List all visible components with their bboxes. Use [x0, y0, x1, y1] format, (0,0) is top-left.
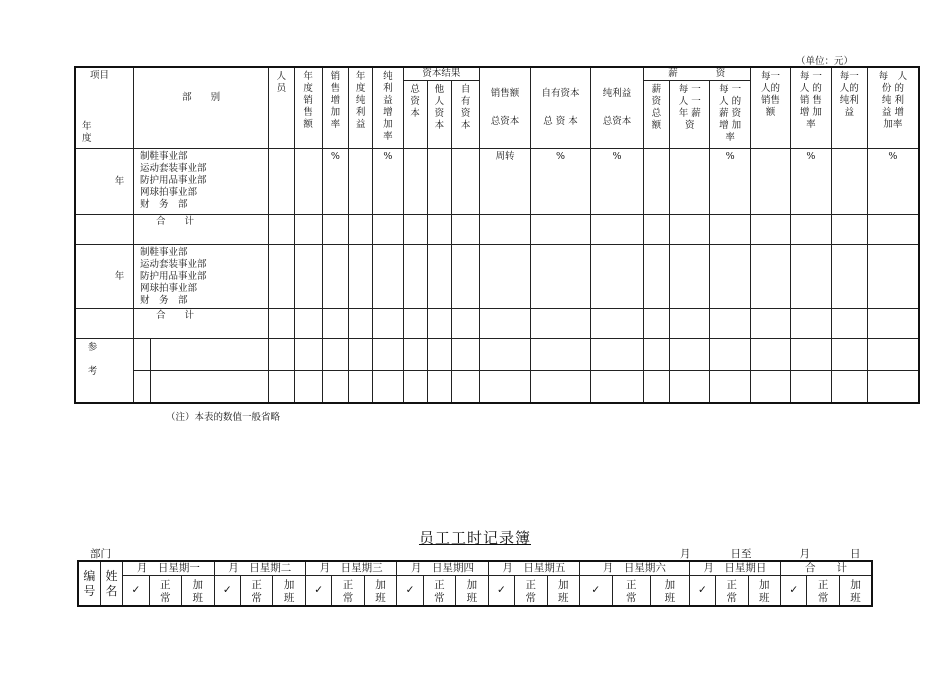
check-mark: ✓ — [214, 576, 240, 607]
ratio-bottom: 总资本 — [490, 116, 520, 127]
day-header-mon: 月 日星期一 — [123, 561, 214, 576]
unit-label: （单位：元） — [796, 56, 854, 67]
table-row — [75, 309, 919, 339]
turnover-mark: 周转 — [480, 149, 530, 215]
pct-mark: % — [373, 149, 403, 215]
pct-mark: % — [322, 149, 348, 215]
date-day-from: 日至 — [730, 548, 752, 560]
normal-header: 正 常 — [423, 576, 455, 607]
normal-header: 正 常 — [716, 576, 748, 607]
day-header-wed: 月 日星期三 — [305, 561, 396, 576]
check-mark: ✓ — [580, 576, 612, 607]
table-row — [75, 215, 919, 245]
total-label: 合 计 — [134, 215, 269, 245]
pct-mark: % — [591, 149, 643, 215]
table-row — [75, 245, 919, 309]
ratio-bottom: 总 资 本 — [543, 116, 578, 127]
col-profit-capital — [591, 67, 643, 149]
table-note: （注）本表的数值一般省略 — [166, 412, 281, 423]
col-sales-growth: 销 售 增 加 率 — [322, 67, 348, 149]
salary-group-header: 薪 资 — [643, 67, 750, 81]
name-header: 姓 名 — [100, 561, 122, 606]
ratio-top: 销售额 — [490, 88, 520, 99]
overtime-header: 加 班 — [748, 576, 781, 607]
col-staff: 人 员 — [269, 67, 294, 149]
normal-header: 正 常 — [332, 576, 364, 607]
table-row — [75, 371, 919, 404]
col-profit-growth: 纯 利 益 增 加 率 — [373, 67, 403, 149]
ratio-top: 自有资本 — [541, 88, 580, 99]
day-header-sun: 月 日星期日 — [689, 561, 780, 576]
check-mark: ✓ — [488, 576, 514, 607]
overtime-header: 加 班 — [273, 576, 306, 607]
year-marker: 年 — [75, 149, 134, 215]
year-marker: 年 — [75, 245, 134, 309]
item-label: 项目 — [90, 70, 110, 81]
col-total-capital: 总 资 本 — [403, 81, 427, 149]
day-header-thu: 月 日星期四 — [397, 561, 488, 576]
year-label: 年 度 — [82, 121, 92, 144]
date-month-from: 月 — [680, 548, 691, 560]
col-sales-capital — [480, 67, 530, 149]
pct-mark: % — [791, 149, 831, 215]
document-title: 员工工时记录簿 — [418, 529, 531, 547]
normal-header: 正 常 — [807, 576, 839, 607]
pct-mark: % — [867, 149, 919, 215]
day-header-fri: 月 日星期五 — [488, 561, 579, 576]
ratio-bottom: 总资本 — [602, 116, 632, 127]
item-year-header — [75, 67, 134, 149]
overtime-header: 加 班 — [651, 576, 690, 607]
col-salary-total: 薪 资 总 额 — [643, 81, 669, 149]
col-salary-growth: 每 一 人 的 薪 资 增 加 率 — [710, 81, 750, 149]
normal-header: 正 常 — [515, 576, 547, 607]
col-own-capital-sub: 自 有 资 本 — [451, 81, 479, 149]
department-analysis-table — [74, 66, 920, 404]
capital-group-header: 资本结果 — [403, 67, 480, 81]
time-record-table — [77, 560, 873, 607]
department-list: 制鞋事业部 运动套装事业部 防护用品事业部 网球拍事业部 财 务 部 — [134, 149, 269, 215]
date-day-to: 日 — [850, 548, 861, 560]
overtime-header: 加 班 — [839, 576, 872, 607]
col-annual-sales: 年 度 销 售 额 — [294, 67, 322, 149]
dept-label: 部门 — [90, 548, 111, 560]
dept-header: 部 别 — [134, 67, 269, 149]
normal-header: 正 常 — [612, 576, 651, 607]
overtime-header: 加 班 — [364, 576, 397, 607]
check-mark: ✓ — [305, 576, 331, 607]
col-per-profit-growth: 每 人 份 的 纯 利 益 增 加率 — [867, 67, 919, 149]
col-per-profit: 每一 人的 纯利 益 — [831, 67, 867, 149]
col-other-capital: 他 人 资 本 — [427, 81, 451, 149]
overtime-header: 加 班 — [456, 576, 489, 607]
table-row — [75, 149, 919, 215]
col-own-capital — [530, 67, 591, 149]
normal-header: 正 常 — [149, 576, 181, 607]
check-mark: ✓ — [781, 576, 807, 607]
id-header: 编 号 — [78, 561, 100, 606]
remark-label: 参 考 — [75, 339, 134, 404]
pct-mark: % — [710, 149, 750, 215]
check-mark: ✓ — [397, 576, 423, 607]
check-mark: ✓ — [689, 576, 715, 607]
normal-header: 正 常 — [240, 576, 272, 607]
col-per-sales: 每一 人的 销售 额 — [750, 67, 790, 149]
date-month-to: 月 — [799, 548, 810, 560]
overtime-header: 加 班 — [547, 576, 580, 607]
day-header-tue: 月 日星期二 — [214, 561, 305, 576]
total-label: 合 计 — [134, 309, 269, 339]
check-mark: ✓ — [123, 576, 149, 607]
col-annual-profit: 年 度 纯 利 益 — [349, 67, 373, 149]
total-header: 合 计 — [781, 561, 872, 576]
ratio-top: 纯利益 — [602, 88, 632, 99]
sub-header-row — [78, 576, 872, 607]
department-list: 制鞋事业部 运动套装事业部 防护用品事业部 网球拍事业部 财 务 部 — [134, 245, 269, 309]
table-row — [75, 339, 919, 371]
date-range — [680, 546, 861, 561]
day-header-sat: 月 日星期六 — [580, 561, 690, 576]
pct-mark: % — [530, 149, 591, 215]
col-per-sales-growth: 每 一 人 的 销 售 增 加 率 — [791, 67, 831, 149]
overtime-header: 加 班 — [182, 576, 215, 607]
col-per-salary: 每 一 人 一 年 薪 资 — [670, 81, 710, 149]
